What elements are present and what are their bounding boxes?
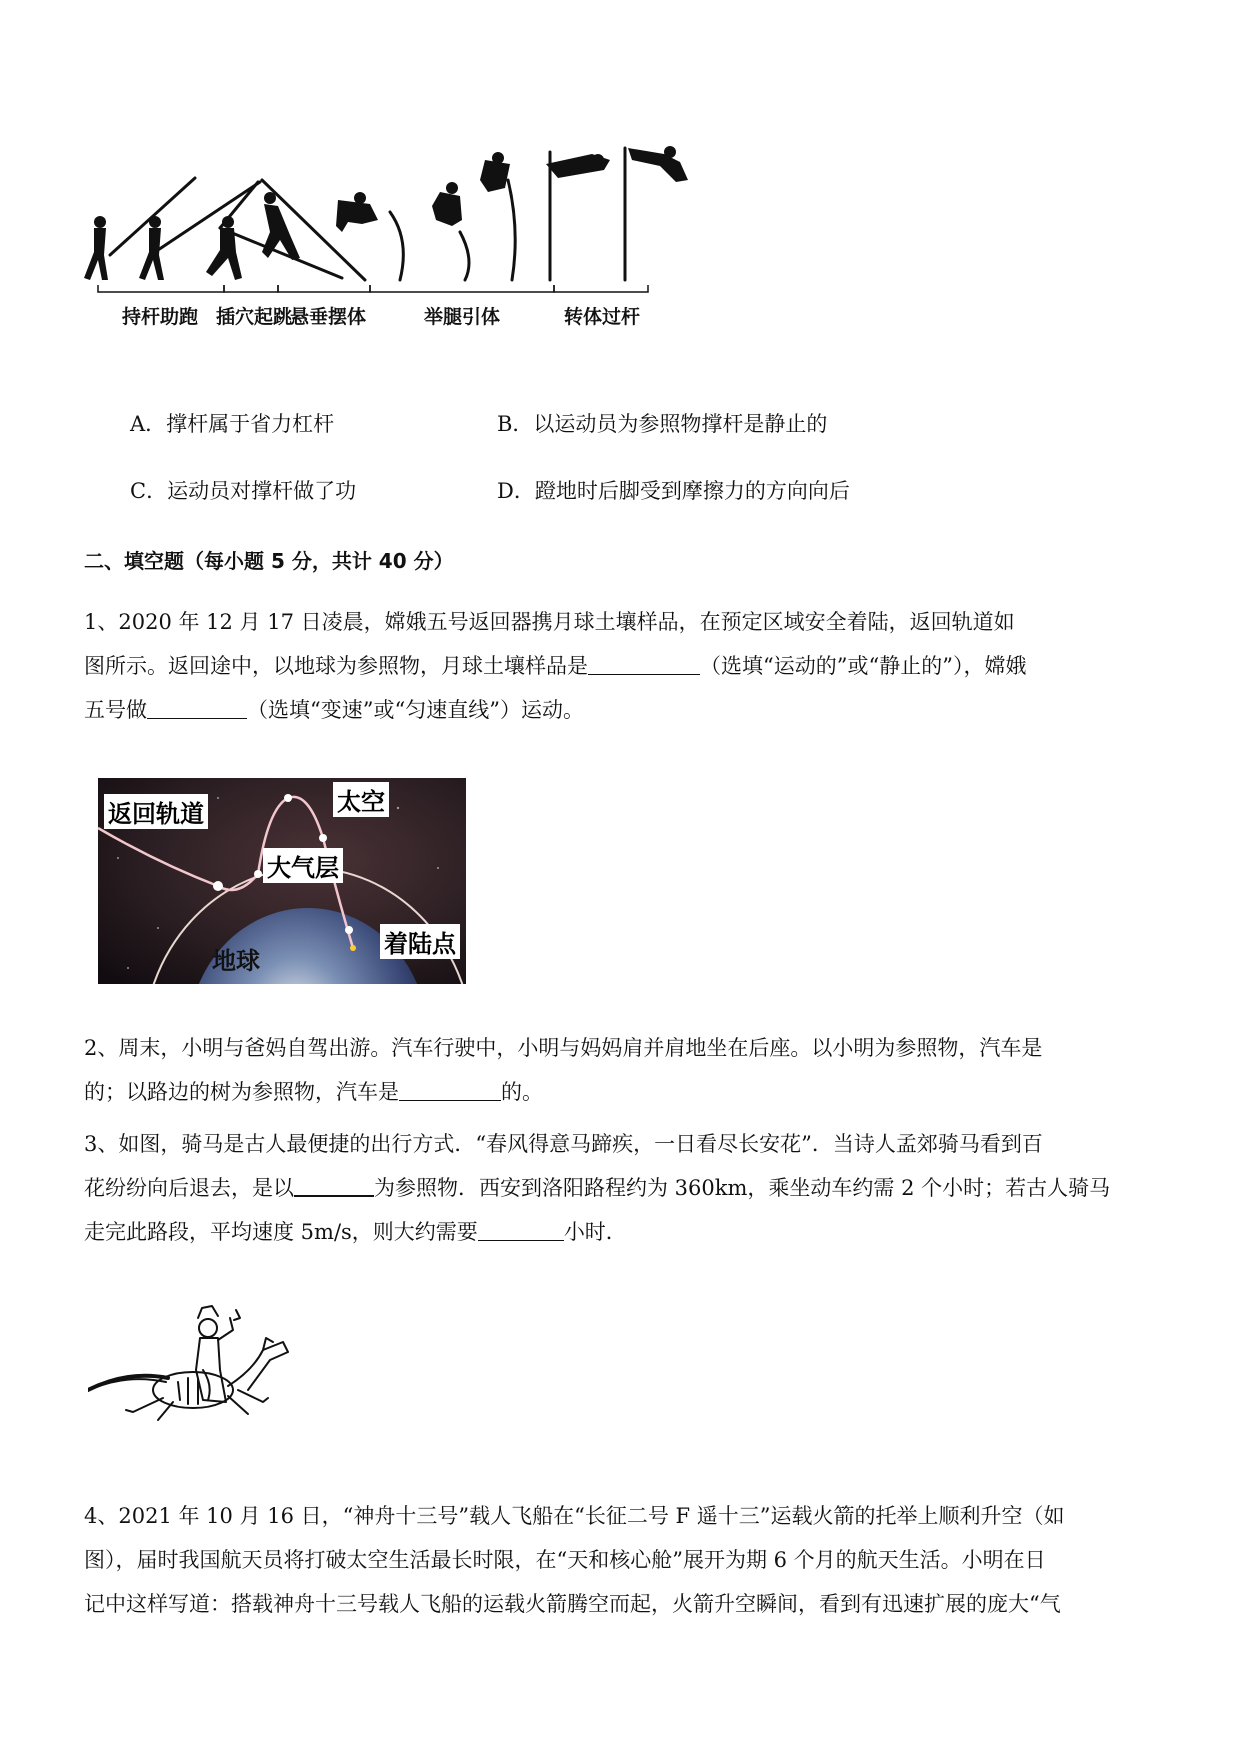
q2-line-1: 2、周末，小明与爸妈自驾出游。汽车行驶中，小明与妈妈肩并肩地坐在后座。以小明为参照物，汽车是 — [84, 1036, 1043, 1060]
q4-line-2: 图），届时我国航天员将打破太空生活最长时限，在“天和核心舱”展开为期 6 个月的航天生活。小明在日 — [84, 1548, 1046, 1572]
reentry-figure — [98, 778, 466, 984]
q3-blank-1[interactable] — [294, 1175, 374, 1197]
question-3 — [84, 1122, 1160, 1254]
q3-line-2 — [84, 1166, 1160, 1210]
q2-line-2-a: 的；以路边的树为参照物，汽车是 — [84, 1080, 399, 1104]
option-c: C．运动员对撑杆做了功 — [130, 479, 357, 503]
q2-line-2 — [84, 1070, 1160, 1114]
stage-label-clearance: 转体过杆 — [564, 306, 641, 328]
q3-line-2-a: 花纷纷向后退去，是以 — [84, 1176, 294, 1200]
question-4 — [84, 1494, 1160, 1626]
question-1 — [84, 600, 1160, 732]
q1-blank-1[interactable] — [588, 654, 700, 675]
stage-label-run: 持杆助跑 — [122, 306, 199, 328]
q2-line-2-b: 的。 — [501, 1080, 543, 1104]
q1-line-2 — [84, 644, 1160, 688]
q3-line-2-b: 为参照物．西安到洛阳路程约为 360km，乘坐动车约需 2 个小时；若古人骑马 — [374, 1176, 1111, 1200]
q1-line-1: 1、2020 年 12 月 17 日凌晨，嫦娥五号返回器携月球土壤样品，在预定区域安全着陆，返回轨道如 — [84, 610, 1015, 634]
q1-line-3-b: （选填“变速”或“匀速直线”）运动。 — [247, 698, 584, 722]
section-title: 二、填空题（每小题 5 分，共计 40 分） — [84, 549, 454, 573]
pole-vault-figure — [80, 140, 700, 370]
q3-blank-2[interactable] — [478, 1220, 564, 1241]
label-earth: 地球 — [212, 947, 260, 975]
option-d: D．蹬地时后脚受到摩擦力的方向向后 — [497, 479, 850, 503]
label-space: 太空 — [333, 782, 389, 817]
q1-line-3-a: 五号做 — [84, 698, 147, 722]
label-landing-point: 着陆点 — [380, 924, 460, 959]
question-2 — [84, 1026, 1160, 1114]
stage-label-rockback: 举腿引体 — [424, 306, 501, 328]
stage-label-swing: 悬垂摆体 — [290, 306, 367, 328]
q1-line-2-b: （选填“运动的”或“静止的”），嫦娥 — [700, 654, 1027, 678]
q3-line-3-a: 走完此路段，平均速度 5m/s，则大约需要 — [84, 1220, 478, 1244]
q1-line-2-a: 图所示。返回途中，以地球为参照物，月球土壤样品是 — [84, 654, 588, 678]
horse-rider-figure — [88, 1290, 318, 1440]
q4-line-3: 记中这样写道：搭载神舟十三号载人飞船的运载火箭腾空而起，火箭升空瞬间，看到有迅速扩展的庞大“气 — [84, 1592, 1061, 1616]
q2-blank-1[interactable] — [399, 1080, 501, 1101]
pole-vault-illustration — [80, 140, 700, 370]
horse-rider-illustration — [88, 1290, 318, 1440]
q1-line-3 — [84, 688, 1160, 732]
option-a: A．撑杆属于省力杠杆 — [130, 412, 335, 436]
q3-line-3-b: 小时． — [563, 1220, 627, 1244]
label-return-orbit: 返回轨道 — [104, 794, 208, 829]
option-b: B．以运动员为参照物撑杆是静止的 — [497, 412, 828, 436]
q3-line-3 — [84, 1210, 1160, 1254]
q4-line-1: 4、2021 年 10 月 16 日，“神舟十三号”载人飞船在“长征二号 F 遥十三”运载火箭的托举上顺利升空（如 — [84, 1504, 1065, 1528]
stage-label-plant: 插穴起跳 — [216, 306, 293, 328]
q3-line-1: 3、如图，骑马是古人最便捷的出行方式．“春风得意马蹄疾，一日看尽长安花”．当诗人孟郊骑马看到百 — [84, 1132, 1043, 1156]
label-atmosphere: 大气层 — [263, 848, 343, 883]
q1-blank-2[interactable] — [147, 698, 247, 719]
